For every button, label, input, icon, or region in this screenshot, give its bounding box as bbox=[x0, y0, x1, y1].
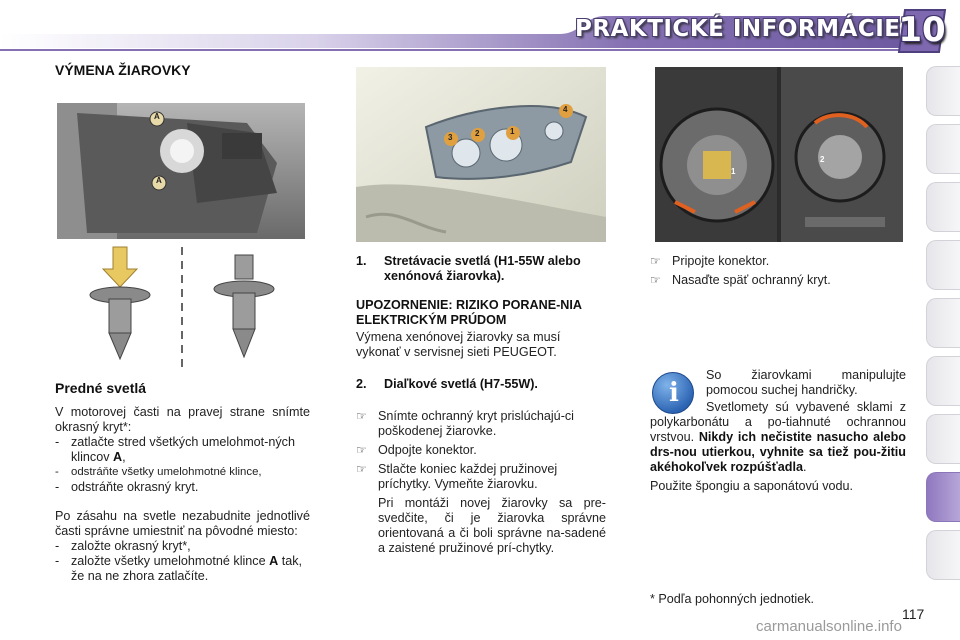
lamp-housing-photo bbox=[655, 67, 903, 242]
chapter-tab[interactable] bbox=[926, 530, 960, 580]
bullet-item: ☞ Snímte ochranný kryt prislúchajú-ci poškodenej žiarovke. bbox=[356, 409, 574, 438]
reassembly-section bbox=[650, 254, 906, 288]
label-1: 1 bbox=[510, 127, 515, 136]
numbered-item: 1. Stretávacie svetlá (H1-55W alebo xenónová žiarovka). bbox=[356, 254, 581, 283]
bullet-item: ☞ Stlačte koniec každej pružinovej príchytky. Vymeňte žiarovku. bbox=[356, 462, 558, 491]
front-lights-section bbox=[55, 381, 310, 584]
footnote: * Podľa pohonných jednotiek. bbox=[650, 592, 815, 606]
front-lights-heading: Predné svetlá bbox=[55, 380, 147, 396]
info-text-1: So žiarovkami manipulujte pomocou suchej handričky. bbox=[706, 368, 906, 397]
installation-note: Pri montáži novej žiarovky sa pre-svedčite, či je žiarovka správne orientovaná a či boli správne na-sadené a zaistené pružinové prí-chytky. bbox=[378, 496, 606, 555]
chapter-tab[interactable] bbox=[926, 414, 960, 464]
chapter-tab[interactable] bbox=[926, 298, 960, 348]
info-text-3: Použite špongiu a saponátovú vodu. bbox=[650, 479, 854, 493]
label-4: 4 bbox=[563, 105, 568, 114]
chapter-badge bbox=[895, 6, 949, 56]
bulb-types-section bbox=[356, 254, 606, 556]
warning-title: UPOZORNENIE: RIZIKO PORANE-NIA ELEKTRICKÝM PRÚDOM bbox=[356, 298, 582, 327]
engine-compartment-photo bbox=[57, 103, 305, 239]
intro-paragraph: V motorovej časti na pravej strane snímte okrasný kryt*: bbox=[55, 405, 310, 434]
page-number: 117 bbox=[902, 606, 925, 622]
label-3: 3 bbox=[448, 133, 453, 142]
warning-text: Výmena xenónovej žiarovky sa musí vykonať v servisnej sieti PEUGEOT. bbox=[356, 330, 561, 359]
bullet-item: ☞ Pripojte konektor. bbox=[650, 254, 770, 268]
info-icon: i bbox=[652, 372, 694, 414]
section-title: VÝMENA ŽIAROVKY bbox=[55, 62, 191, 78]
bullet-item: ☞ Nasaďte späť ochranný kryt. bbox=[650, 273, 831, 287]
chapter-tabs bbox=[926, 66, 960, 576]
page-header-title: PRAKTICKÉ INFORMÁCIE bbox=[575, 16, 901, 42]
chapter-tab[interactable] bbox=[926, 66, 960, 116]
headlight-photo bbox=[356, 67, 606, 242]
clip-diagram bbox=[57, 241, 305, 371]
info-box bbox=[650, 368, 906, 494]
step-item: - zatlačte stred všetkých umelohmot-ných klincov A, bbox=[55, 435, 295, 464]
step-item: - založte okrasný kryt*, bbox=[55, 539, 191, 553]
label-1: 1 bbox=[731, 167, 736, 176]
reassembly-paragraph: Po zásahu na svetle nezabudnite jednotlivé časti správne umiestniť na pôvodné miesto: bbox=[55, 509, 310, 538]
label-a-top: A bbox=[154, 112, 160, 121]
chapter-tab[interactable] bbox=[926, 356, 960, 406]
bullet-item: ☞ Odpojte konektor. bbox=[356, 443, 477, 457]
hand-pointer-icon: ☞ bbox=[650, 273, 661, 287]
label-2: 2 bbox=[475, 129, 480, 138]
hand-pointer-icon: ☞ bbox=[356, 443, 367, 457]
chapter-tab[interactable] bbox=[926, 182, 960, 232]
chapter-number: 10 bbox=[898, 10, 946, 50]
info-text-2: Svetlomety sú vybavené sklami z polykarbonátu a po-tiahnuté ochrannou vrstvou. Nikdy ich nečistite nasucho alebo drs-nou utierkou, vyhnite sa tiež pou-žitiu akéhokoľvek rozpúšťadla. bbox=[650, 400, 906, 474]
chapter-tab-active[interactable] bbox=[926, 472, 960, 522]
label-a-bottom: A bbox=[156, 176, 162, 185]
hand-pointer-icon: ☞ bbox=[356, 409, 367, 423]
chapter-tab[interactable] bbox=[926, 240, 960, 290]
hand-pointer-icon: ☞ bbox=[356, 462, 367, 476]
label-2: 2 bbox=[820, 155, 825, 164]
step-item: - založte všetky umelohmotné klince A tak, že na ne zhora zatlačíte. bbox=[55, 554, 303, 583]
chapter-tab[interactable] bbox=[926, 124, 960, 174]
numbered-item: 2. Diaľkové svetlá (H7-55W). bbox=[356, 377, 538, 391]
header-band bbox=[0, 0, 960, 58]
step-item: - odstráňte všetky umelohmotné klince, bbox=[55, 466, 262, 478]
hand-pointer-icon: ☞ bbox=[650, 254, 661, 268]
watermark: carmanualsonline.info bbox=[756, 618, 902, 635]
step-item: - odstráňte okrasný kryt. bbox=[55, 480, 199, 494]
